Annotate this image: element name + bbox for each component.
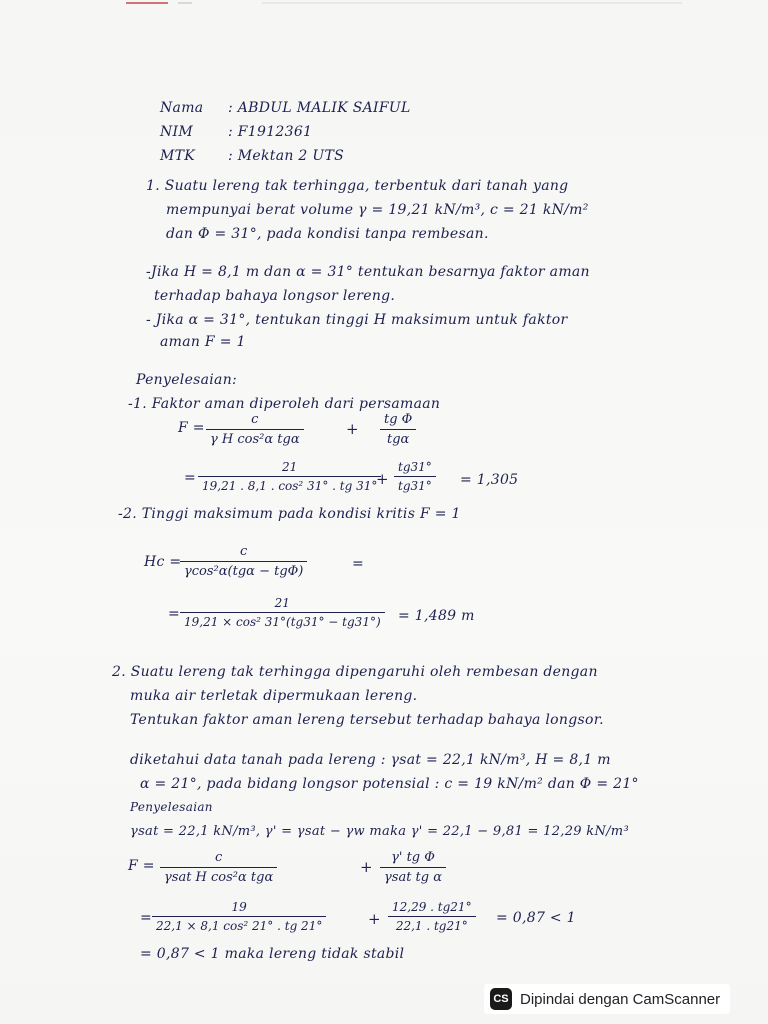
- q2-formula-plus-2: +: [368, 910, 381, 928]
- formula-eq-sign: =: [184, 470, 197, 486]
- formula-fraction-hc-substituted: [180, 596, 385, 629]
- fraction-numerator: γ' tg Φ: [391, 850, 435, 865]
- formula-hc-trailing-eq: =: [352, 556, 365, 572]
- fraction-numerator: tg Φ: [384, 412, 413, 427]
- result-1: = 1,305: [460, 472, 519, 488]
- q1-line-3: dan Φ = 31°, pada kondisi tanpa rembesan.: [166, 226, 489, 242]
- formula-plus-2: +: [376, 470, 389, 488]
- fraction-denominator: γsat tg α: [384, 870, 443, 885]
- q1-task-1-line-1: -Jika H = 8,1 m dan α = 31° tentukan besarnya faktor aman: [146, 264, 590, 280]
- q1-line-1: 1. Suatu lereng tak terhingga, terbentuk dari tanah yang: [146, 178, 569, 194]
- fraction-denominator: 19,21 . 8,1 . cos² 31° . tg 31°: [202, 479, 378, 493]
- solution-step-1: -1. Faktor aman diperoleh dari persamaan: [128, 396, 441, 412]
- solution-step-2: -2. Tinggi maksimum pada kondisi kritis F = 1: [118, 506, 461, 522]
- q2-calc-1: γsat = 22,1 kN/m³, γ' = γsat − γw maka γ' = 22,1 − 9,81 = 12,29 kN/m³: [130, 824, 629, 839]
- q2-formula-plus: +: [360, 858, 373, 876]
- mtk-value: : Mektan 2 UTS: [228, 148, 344, 164]
- camscanner-logo-icon: CS: [490, 988, 512, 1010]
- fraction-numerator: tg31°: [398, 460, 432, 474]
- q2-line-1: 2. Suatu lereng tak terhingga dipengaruhi oleh rembesan dengan: [112, 664, 598, 680]
- formula-fraction-cohesion: [206, 412, 304, 447]
- q2-formula-fraction-substituted-1: [152, 900, 326, 933]
- fraction-denominator: 19,21 × cos² 31°(tg31° − tg31°): [184, 615, 381, 629]
- top-red-mark: [126, 2, 168, 4]
- fraction-numerator: c: [240, 544, 248, 559]
- fraction-numerator: 19: [231, 900, 247, 914]
- q2-formula-fraction-substituted-2: [388, 900, 476, 933]
- formula-fraction-substituted-1: [198, 460, 381, 493]
- top-faint-bleed: [262, 2, 682, 4]
- formula-fraction-friction: [380, 412, 416, 447]
- fraction-denominator: 22,1 × 8,1 cos² 21° . tg 21°: [156, 919, 323, 933]
- formula-eq-sign-2: =: [168, 606, 181, 622]
- formula-fraction-substituted-2: [394, 460, 436, 493]
- q2-formula-fraction-cohesion: [160, 850, 277, 885]
- fraction-denominator: 22,1 . tg21°: [395, 919, 468, 933]
- nama-value: : ABDUL MALIK SAIFUL: [228, 100, 411, 116]
- camscanner-text: Dipindai dengan CamScanner: [520, 990, 721, 1008]
- formula-plus: +: [346, 420, 359, 438]
- fraction-denominator: tg31°: [398, 479, 432, 493]
- fraction-numerator: c: [251, 412, 259, 427]
- q1-task-2-line-2: aman F = 1: [160, 334, 246, 350]
- fraction-denominator: γcos²α(tgα − tgΦ): [184, 564, 304, 579]
- q1-line-2: mempunyai berat volume γ = 19,21 kN/m³, c = 21 kN/m²: [166, 202, 589, 218]
- nim-value: : F1912361: [228, 124, 313, 140]
- nama-label: Nama: [160, 100, 204, 116]
- fraction-denominator: γsat H cos²α tgα: [164, 870, 274, 885]
- q2-line-2: muka air terletak dipermukaan lereng.: [130, 688, 418, 704]
- result-2: = 1,489 m: [398, 608, 475, 624]
- fraction-numerator: c: [214, 850, 223, 865]
- camscanner-stamp: [484, 984, 730, 1014]
- q2-conclusion: = 0,87 < 1 maka lereng tidak stabil: [140, 946, 405, 962]
- nim-label: NIM: [160, 124, 194, 140]
- formula-f-lhs: F =: [178, 420, 205, 436]
- q2-result: = 0,87 < 1: [496, 910, 576, 926]
- fraction-numerator: 21: [274, 596, 290, 610]
- fraction-denominator: tgα: [387, 432, 410, 447]
- q1-task-1-line-2: terhadap bahaya longsor lereng.: [154, 288, 396, 304]
- q2-solution-heading: Penyelesaian: [130, 800, 213, 814]
- mtk-label: MTK: [160, 148, 196, 164]
- q1-task-2-line-1: - Jika α = 31°, tentukan tinggi H maksimum untuk faktor: [146, 312, 568, 328]
- q2-given-2: α = 21°, pada bidang longsor potensial : c = 19 kN/m² dan Φ = 21°: [140, 776, 639, 792]
- q2-formula-fraction-friction: [380, 850, 446, 885]
- q2-formula-f-lhs: F =: [128, 858, 155, 874]
- q2-formula-eq-sign: =: [140, 910, 153, 926]
- q2-line-3: Tentukan faktor aman lereng tersebut terhadap bahaya longsor.: [130, 712, 604, 728]
- q2-given-1: diketahui data tanah pada lereng : γsat = 22,1 kN/m³, H = 8,1 m: [130, 752, 611, 768]
- fraction-numerator: 12,29 . tg21°: [392, 900, 472, 914]
- solution-heading: Penyelesaian:: [136, 372, 238, 388]
- fraction-numerator: 21: [282, 460, 298, 474]
- formula-hc-lhs: Hc =: [144, 554, 182, 570]
- fraction-denominator: γ H cos²α tgα: [210, 432, 300, 447]
- formula-fraction-hc: [180, 544, 307, 579]
- top-faint-mark: [178, 2, 192, 4]
